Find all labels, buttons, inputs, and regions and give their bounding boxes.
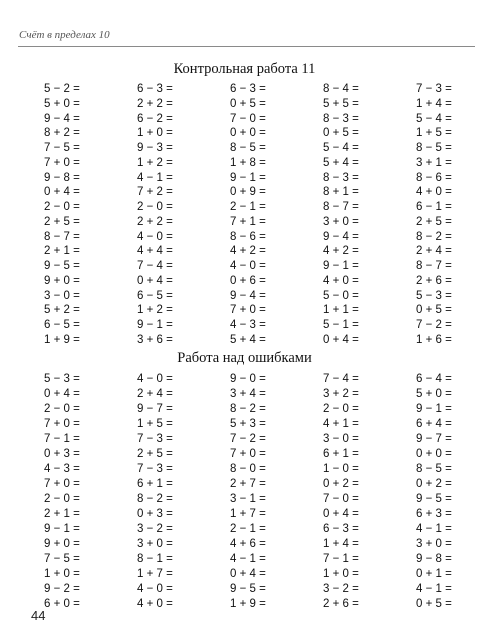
exercise-item: 1 + 0 = xyxy=(323,568,359,580)
exercise-item: 2 − 1 = xyxy=(230,523,266,535)
exercise-item: 8 − 1 = xyxy=(137,553,173,565)
exercise-item: 1 + 1 = xyxy=(323,304,359,317)
exercise-item: 8 − 2 = xyxy=(416,230,452,243)
exercise-item: 2 + 1 = xyxy=(44,508,80,520)
exercise-item: 0 + 3 = xyxy=(137,508,173,520)
exercise-item: 0 + 0 = xyxy=(230,127,266,140)
exercise-item: 2 + 7 = xyxy=(230,478,266,490)
exercise-item: 6 − 2 = xyxy=(137,112,173,125)
exercise-item: 4 − 1 = xyxy=(416,583,452,595)
exercise-item: 9 − 4 = xyxy=(44,112,80,125)
exercise-item: 7 − 0 = xyxy=(230,112,266,125)
exercise-item: 7 − 2 = xyxy=(416,319,452,331)
exercise-item: 5 − 4 = xyxy=(416,112,452,125)
exercise-item: 2 + 5 = xyxy=(44,215,80,228)
exercise-item: 5 − 3 = xyxy=(416,289,452,302)
page-number: 44 xyxy=(31,608,46,623)
exercise-item: 8 − 3 = xyxy=(323,171,359,184)
exercise-item: 3 + 0 = xyxy=(323,215,359,228)
exercise-item: 6 + 3 = xyxy=(416,508,452,520)
exercise-item: 9 − 8 = xyxy=(44,171,80,184)
exercise-item: 4 + 0 = xyxy=(323,274,359,287)
exercise-item: 1 + 5 = xyxy=(137,418,173,430)
header-divider xyxy=(18,46,475,47)
exercise-item: 9 − 7 = xyxy=(416,433,452,445)
exercise-item: 1 + 2 = xyxy=(137,304,173,317)
exercise-item: 5 + 5 = xyxy=(323,97,359,110)
exercise-item: 3 + 2 = xyxy=(323,388,359,400)
exercise-item: 6 + 1 = xyxy=(137,478,173,490)
exercise-item: 1 + 9 = xyxy=(44,333,80,346)
exercise-item: 4 − 1 = xyxy=(230,553,266,565)
exercise-item: 7 + 0 = xyxy=(44,156,80,169)
exercise-item: 3 + 4 = xyxy=(230,388,266,400)
exercise-item: 2 − 0 = xyxy=(44,493,80,505)
exercise-item: 1 + 6 = xyxy=(416,333,452,346)
exercise-item: 2 − 0 = xyxy=(44,201,80,213)
exercise-item: 9 − 1 = xyxy=(230,171,266,184)
exercise-item: 2 + 5 = xyxy=(137,448,173,460)
exercise-grid-test xyxy=(44,82,489,348)
exercise-item: 1 + 4 = xyxy=(323,538,359,550)
section-title-corrections: Работа над ошибками xyxy=(177,350,312,366)
exercise-item: 8 − 7 = xyxy=(44,230,80,243)
exercise-item: 0 + 6 = xyxy=(230,274,266,287)
exercise-item: 1 + 0 = xyxy=(137,127,173,140)
exercise-item: 5 − 0 = xyxy=(323,289,359,302)
exercise-item: 0 + 1 = xyxy=(416,568,452,580)
exercise-item: 4 + 0 = xyxy=(416,186,452,199)
exercise-item: 4 + 1 = xyxy=(323,418,359,430)
exercise-item: 7 − 2 = xyxy=(230,433,266,445)
exercise-item: 4 + 2 = xyxy=(230,245,266,258)
exercise-item: 5 + 4 = xyxy=(323,156,359,169)
exercise-item: 3 + 6 = xyxy=(137,333,173,346)
exercise-item: 4 + 2 = xyxy=(323,245,359,258)
exercise-item: 2 − 0 = xyxy=(323,403,359,415)
exercise-item: 9 − 7 = xyxy=(137,403,173,415)
exercise-item: 8 − 4 = xyxy=(323,83,359,95)
exercise-item: 4 − 1 = xyxy=(416,523,452,535)
exercise-item: 4 − 0 = xyxy=(137,373,173,385)
exercise-item: 7 − 5 = xyxy=(44,142,80,154)
exercise-item: 0 + 4 = xyxy=(137,274,173,287)
exercise-item: 0 + 5 = xyxy=(323,127,359,140)
exercise-item: 5 + 2 = xyxy=(44,304,80,317)
exercise-item: 5 + 0 = xyxy=(416,388,452,400)
exercise-item: 5 − 4 = xyxy=(323,142,359,154)
exercise-item: 6 − 3 = xyxy=(230,83,266,95)
exercise-item: 7 + 0 = xyxy=(44,478,80,490)
exercise-item: 4 − 3 = xyxy=(230,319,266,331)
exercise-item: 1 + 5 = xyxy=(416,127,452,140)
exercise-item: 7 + 2 = xyxy=(137,186,173,199)
exercise-item: 3 + 0 = xyxy=(416,538,452,550)
exercise-item: 8 − 0 = xyxy=(230,463,266,475)
exercise-item: 4 − 0 = xyxy=(137,583,173,595)
exercise-item: 2 − 0 = xyxy=(137,201,173,213)
exercise-item: 4 − 0 = xyxy=(137,230,173,243)
exercise-item: 6 + 0 = xyxy=(44,598,80,610)
exercise-item: 4 − 0 = xyxy=(230,260,266,272)
exercise-item: 9 − 1 = xyxy=(416,403,452,415)
exercise-item: 9 − 2 = xyxy=(44,583,80,595)
exercise-item: 9 + 0 = xyxy=(44,274,80,287)
exercise-item: 7 − 3 = xyxy=(137,433,173,445)
exercise-item: 0 + 5 = xyxy=(230,97,266,110)
exercise-item: 9 − 1 = xyxy=(323,260,359,272)
exercise-item: 0 + 4 = xyxy=(323,333,359,346)
exercise-item: 6 + 4 = xyxy=(416,418,452,430)
exercise-item: 2 − 0 = xyxy=(44,403,80,415)
exercise-item: 8 − 3 = xyxy=(323,112,359,125)
exercise-item: 4 − 3 = xyxy=(44,463,80,475)
exercise-item: 7 + 0 = xyxy=(230,304,266,317)
exercise-item: 8 − 5 = xyxy=(416,142,452,154)
exercise-item: 3 − 2 = xyxy=(137,523,173,535)
exercise-item: 7 − 1 = xyxy=(323,553,359,565)
exercise-item: 0 + 4 = xyxy=(44,388,80,400)
exercise-item: 0 + 0 = xyxy=(416,448,452,460)
exercise-item: 3 + 0 = xyxy=(137,538,173,550)
exercise-item: 1 + 7 = xyxy=(137,568,173,580)
exercise-item: 8 − 5 = xyxy=(416,463,452,475)
exercise-item: 2 + 6 = xyxy=(323,598,359,610)
exercise-item: 7 + 1 = xyxy=(230,215,266,228)
exercise-item: 9 − 0 = xyxy=(230,373,266,385)
exercise-item: 0 + 4 = xyxy=(230,568,266,580)
exercise-item: 2 + 4 = xyxy=(416,245,452,258)
exercise-item: 7 − 0 = xyxy=(323,493,359,505)
exercise-item: 2 + 2 = xyxy=(137,215,173,228)
exercise-item: 5 − 3 = xyxy=(44,373,80,385)
exercise-item: 7 − 3 = xyxy=(137,463,173,475)
exercise-item: 7 − 1 = xyxy=(44,433,80,445)
section-title-test: Контрольная работа 11 xyxy=(173,61,316,77)
exercise-item: 7 + 0 = xyxy=(230,448,266,460)
exercise-item: 3 − 0 = xyxy=(323,433,359,445)
exercise-item: 0 + 5 = xyxy=(416,598,452,610)
exercise-item: 3 − 2 = xyxy=(323,583,359,595)
exercise-item: 6 − 1 = xyxy=(416,201,452,213)
exercise-item: 1 + 2 = xyxy=(137,156,173,169)
exercise-item: 4 + 6 = xyxy=(230,538,266,550)
exercise-item: 1 − 0 = xyxy=(323,463,359,475)
exercise-item: 1 + 9 = xyxy=(230,598,266,610)
exercise-item: 2 + 2 = xyxy=(137,97,173,110)
exercise-item: 5 + 4 = xyxy=(230,333,266,346)
exercise-item: 7 + 0 = xyxy=(44,418,80,430)
exercise-item: 6 − 5 = xyxy=(137,289,173,302)
exercise-item: 7 − 4 = xyxy=(323,373,359,385)
exercise-item: 5 + 3 = xyxy=(230,418,266,430)
exercise-item: 8 + 2 = xyxy=(44,127,80,140)
exercise-item: 7 − 3 = xyxy=(416,83,452,95)
exercise-item: 4 − 1 = xyxy=(137,171,173,184)
exercise-item: 8 − 7 = xyxy=(323,201,359,213)
exercise-item: 1 + 0 = xyxy=(44,568,80,580)
exercise-item: 9 + 0 = xyxy=(44,538,80,550)
exercise-item: 2 − 1 = xyxy=(230,201,266,213)
exercise-item: 7 − 4 = xyxy=(137,260,173,272)
exercise-item: 3 − 0 = xyxy=(44,289,80,302)
exercise-item: 9 − 8 = xyxy=(416,553,452,565)
exercise-item: 9 − 5 = xyxy=(416,493,452,505)
exercise-item: 9 − 4 = xyxy=(230,289,266,302)
exercise-item: 8 − 2 = xyxy=(230,403,266,415)
exercise-item: 1 + 8 = xyxy=(230,156,266,169)
exercise-item: 2 + 6 = xyxy=(416,274,452,287)
exercise-item: 0 + 3 = xyxy=(44,448,80,460)
exercise-item: 2 + 5 = xyxy=(416,215,452,228)
exercise-item: 0 + 9 = xyxy=(230,186,266,199)
exercise-item: 0 + 2 = xyxy=(416,478,452,490)
exercise-item: 9 − 4 = xyxy=(323,230,359,243)
exercise-item: 6 − 3 = xyxy=(137,83,173,95)
exercise-item: 3 + 1 = xyxy=(416,156,452,169)
exercise-item: 4 + 0 = xyxy=(137,598,173,610)
exercise-item: 5 − 1 = xyxy=(323,319,359,331)
exercise-item: 9 − 1 = xyxy=(44,523,80,535)
exercise-item: 8 + 1 = xyxy=(323,186,359,199)
exercise-item: 0 + 2 = xyxy=(323,478,359,490)
exercise-item: 4 + 4 = xyxy=(137,245,173,258)
exercise-item: 0 + 4 = xyxy=(323,508,359,520)
exercise-item: 6 + 1 = xyxy=(323,448,359,460)
exercise-item: 9 − 5 = xyxy=(44,260,80,272)
exercise-item: 6 − 4 = xyxy=(416,373,452,385)
exercise-item: 0 + 5 = xyxy=(416,304,452,317)
exercise-item: 6 − 5 = xyxy=(44,319,80,331)
exercise-item: 8 − 7 = xyxy=(416,260,452,272)
exercise-item: 6 − 3 = xyxy=(323,523,359,535)
exercise-item: 9 − 1 = xyxy=(137,319,173,331)
exercise-item: 1 + 7 = xyxy=(230,508,266,520)
exercise-item: 8 − 5 = xyxy=(230,142,266,154)
exercise-item: 1 + 4 = xyxy=(416,97,452,110)
exercise-item: 2 + 1 = xyxy=(44,245,80,258)
exercise-item: 8 − 6 = xyxy=(230,230,266,243)
running-head: Счёт в пределах 10 xyxy=(19,29,110,41)
exercise-item: 9 − 5 = xyxy=(230,583,266,595)
exercise-item: 0 + 4 = xyxy=(44,186,80,199)
exercise-item: 5 + 0 = xyxy=(44,97,80,110)
exercise-item: 9 − 3 = xyxy=(137,142,173,154)
exercise-item: 2 + 4 = xyxy=(137,388,173,400)
exercise-item: 3 − 1 = xyxy=(230,493,266,505)
exercise-item: 5 − 2 = xyxy=(44,83,80,95)
exercise-item: 8 − 6 = xyxy=(416,171,452,184)
exercise-item: 8 − 2 = xyxy=(137,493,173,505)
exercise-item: 7 − 5 = xyxy=(44,553,80,565)
exercise-grid-corrections xyxy=(44,372,489,612)
